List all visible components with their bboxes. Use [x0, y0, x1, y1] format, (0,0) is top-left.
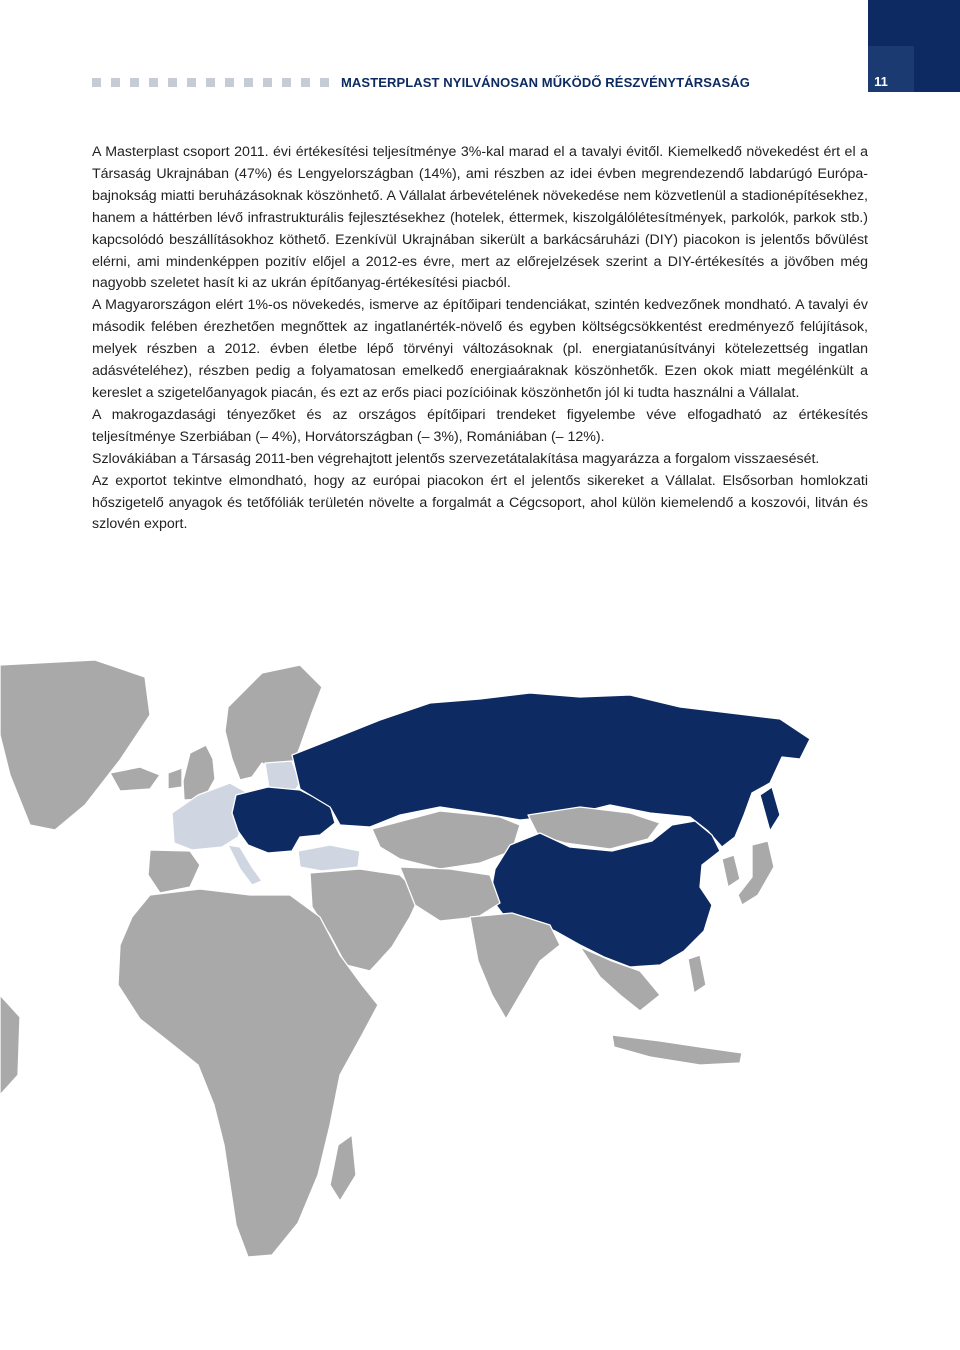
- header-title: MASTERPLAST NYILVÁNOSAN MŰKÖDŐ RÉSZVÉNYTÁRSASÁG: [341, 74, 750, 90]
- header-square: [225, 78, 234, 87]
- header-square: [149, 78, 158, 87]
- paragraph: A Masterplast csoport 2011. évi értékesítési teljesítménye 3%-kal marad el a tavalyi évitől. Kiemelkedő növekedést ért el a Társaság Ukrajnában (47%) és Lengyelországban (14%), ami részben az idei évben megrendezendő labdarúgó Európa-bajnokság miatti beruházásoknak köszönhető. A Vállalat árbevételének növekedése nem közvetlenül a stadionépítésekhez, hanem a háttérben lévő infrastrukturális fejlesztésekhez (hotelek, éttermek, kiszolgálólétesítmények, parkolók, parkok stb.) kapcsolódó beszállításokhoz köthető. Ezenkívül Ukrajnában sikerült a barkácsáruházi (DIY) piacokon is jelentős bővülést elérni, ami mindenképpen pozitív előjel a 2012-es évre, mert az előrejelzések szerint a DIY-értékesítés a jövőben még nagyobb szeletet hasít ki az ukrán építőanyag-értékesítési piacból.: [92, 144, 868, 292]
- header-square: [187, 78, 196, 87]
- paragraph: A makrogazdasági tényezőket és az országos építőipari trendeket figyelembe véve elfogadható az értékesítés teljesítménye Szerbiában (– 4%), Horvátországban (– 3%), Romániában (– 12%).: [92, 406, 868, 445]
- map-svg: [0, 655, 960, 1350]
- header-square: [111, 78, 120, 87]
- eurasia-africa-map: [0, 655, 960, 1350]
- central-asia-region: [372, 811, 520, 869]
- paragraph: A Magyarországon elért 1%-os növekedés, ismerve az építőipari tendenciákat, szintén kedvezőnek mondható. A tavalyi év második felében érezhetően megnőttek az ingatlanérték-növelő és egyben költségcsökkentést eredményező felújítások, melyek részben a 2012. évben életbe lépő törvényi változásoknak (pl. energiatanúsítványi kötelezettség ingatlan adásvételéhez), részben pedig a folyamatosan emelkedő energiaáraknak köszönhetők. Ezen okok miatt megélénkült a kereslet a szigetelőanyagok piacán, és ezt az erős piaci pozícióinak köszönhetőn jól ki tudta használni a Vállalat.: [92, 297, 868, 401]
- iberia-region: [148, 850, 200, 893]
- japan-region: [738, 841, 774, 905]
- header-square: [282, 78, 291, 87]
- iceland-region: [110, 767, 160, 791]
- paragraph: Szlovákiában a Társaság 2011-ben végrehajtott jelentős szervezetátalakítása magyarázza a forgalom visszaesését.: [92, 450, 820, 467]
- decorative-squares: [92, 78, 329, 87]
- india-region: [470, 913, 560, 1019]
- madagascar-region: [330, 1135, 356, 1201]
- paragraph: Az exportot tekintve elmondható, hogy az európai piacokon ért el jelentős sikereket a Vállalat. Elsősorban homlokzati hőszigetelő anyagok és tetőfóliák területén növelte a forgalmát a Cégcsoport, ahol külön kiemelendő a koszovói, litván és szlovén export.: [92, 472, 868, 533]
- header-square: [168, 78, 177, 87]
- korea-region: [722, 855, 740, 887]
- page-number: 11: [874, 74, 888, 89]
- greenland-region: [0, 660, 150, 830]
- turkey-region: [298, 845, 360, 871]
- header-square: [320, 78, 329, 87]
- ireland-region: [168, 768, 182, 789]
- philippines-region: [688, 955, 706, 993]
- south-america-edge: [0, 995, 20, 1095]
- header-square: [130, 78, 139, 87]
- body-text: [92, 142, 868, 536]
- running-header: [92, 70, 914, 94]
- header-square: [206, 78, 215, 87]
- far-east-island: [760, 787, 780, 831]
- header-square: [92, 78, 101, 87]
- indonesia-region: [612, 1035, 742, 1065]
- header-square: [244, 78, 253, 87]
- header-square: [263, 78, 272, 87]
- italy-region: [228, 845, 262, 885]
- header-square: [301, 78, 310, 87]
- iran-pakistan-region: [400, 867, 500, 921]
